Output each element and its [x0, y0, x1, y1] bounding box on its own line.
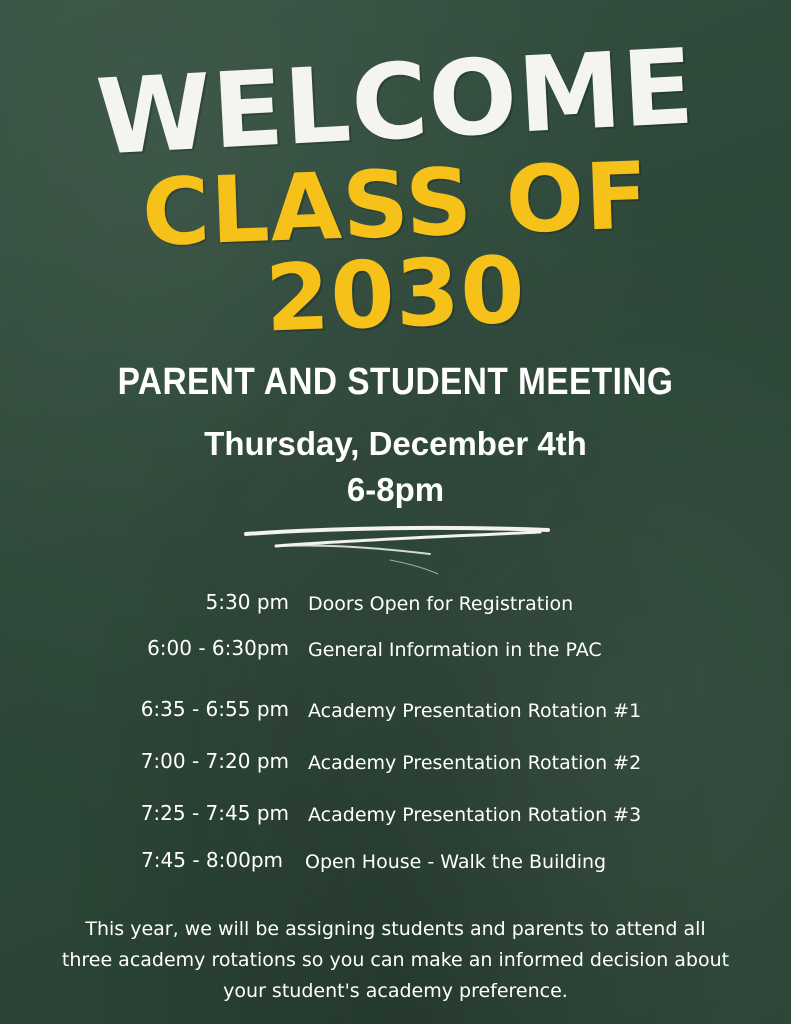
schedule-time: 7:45 - 8:00pm	[141, 848, 283, 872]
schedule-row	[0, 746, 791, 776]
schedule-time: 7:25 - 7:45 pm	[140, 801, 289, 825]
schedule-row	[0, 587, 791, 617]
headline-welcome: WELCOME	[93, 25, 698, 179]
schedule-event: Open House - Walk the Building	[305, 851, 607, 873]
meeting-title: PARENT AND STUDENT MEETING	[117, 361, 674, 403]
headline-class-of: CLASS OF	[140, 142, 651, 267]
schedule-time: 6:35 - 6:55 pm	[140, 697, 289, 721]
headline-year: 2030	[263, 236, 528, 353]
schedule-time: 5:30 pm	[205, 590, 289, 614]
schedule-row	[0, 633, 791, 663]
schedule-event: Academy Presentation Rotation #3	[308, 804, 642, 826]
schedule-row	[0, 798, 791, 828]
chalk-underline-icon	[240, 520, 560, 580]
schedule-event: Academy Presentation Rotation #2	[308, 752, 642, 774]
schedule-time: 6:00 - 6:30pm	[147, 636, 289, 660]
schedule-event: Academy Presentation Rotation #1	[308, 700, 642, 722]
schedule-row	[0, 845, 791, 875]
schedule-row	[0, 694, 791, 724]
schedule-time: 7:00 - 7:20 pm	[140, 749, 289, 773]
schedule-event: General Information in the PAC	[308, 639, 602, 661]
info-note: This year, we will be assigning students and parents to attend all three academy rotations so you can make an informed decision about your student's academy preference.	[61, 918, 730, 1002]
schedule-event: Doors Open for Registration	[308, 593, 574, 615]
event-time-range: 6-8pm	[346, 471, 445, 508]
event-date: Thursday, December 4th	[204, 425, 587, 462]
